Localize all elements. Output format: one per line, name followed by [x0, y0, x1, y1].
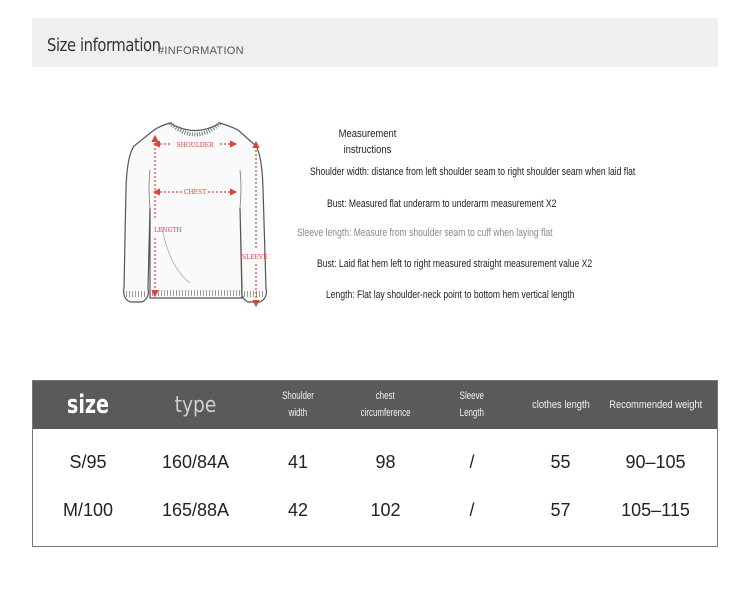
header-chest: chest circumference	[360, 390, 411, 419]
cell-shoulder: 41	[287, 451, 309, 472]
header-sleeve: Sleeve Length	[459, 390, 485, 419]
instruction-length: Length: Flat lay shoulder-neck point to bottom hem vertical length	[326, 289, 575, 301]
cell-weight: 105–115	[621, 499, 690, 520]
header-size: size	[66, 389, 110, 420]
instruction-sleeve: Sleeve length: Measure from shoulder seam to cuff when laying flat	[297, 227, 553, 239]
size-table	[32, 380, 718, 547]
sweater-diagram	[110, 108, 280, 318]
cell-length: 55	[550, 451, 571, 472]
table-row	[33, 486, 717, 534]
cell-chest: 102	[370, 499, 401, 520]
sleeve-label: SLEEVE	[242, 254, 268, 261]
sweater-outline	[124, 123, 267, 302]
section-title: Size information	[47, 35, 161, 56]
table-row	[33, 438, 717, 486]
cell-length: 57	[550, 499, 571, 520]
cell-size: M/100	[62, 499, 114, 520]
measurement-instructions-title	[327, 126, 409, 158]
cell-weight: 90–105	[625, 451, 686, 472]
table-header	[33, 381, 717, 429]
cell-type: 165/88A	[161, 499, 230, 520]
cell-sleeve: /	[469, 499, 475, 520]
cell-sleeve: /	[469, 451, 475, 472]
instruction-bust-1: Bust: Measured flat underarm to underarm measurement X2	[327, 198, 557, 210]
header-type: type	[174, 392, 217, 418]
cell-size: S/95	[69, 451, 107, 472]
instruction-bust-2: Bust: Laid flat hem left to right measured straight measurement value X2	[317, 258, 593, 270]
measurement-title-line2: instructions	[343, 144, 392, 156]
instruction-shoulder: Shoulder width: distance from left shoulder seam to right shoulder seam when laid flat	[310, 166, 636, 178]
section-subtitle: #INFORMATION	[158, 45, 244, 57]
measurement-title-line1: Measurement	[338, 128, 397, 140]
cell-chest: 98	[375, 451, 396, 472]
header-shoulder: Shoulder width	[282, 390, 314, 419]
header-recommended-weight: Recommended weight	[608, 398, 703, 411]
cell-shoulder: 42	[287, 499, 309, 520]
section-header	[32, 18, 718, 67]
header-clothes-length: clothes length	[531, 398, 590, 411]
length-label: LENGTH	[154, 227, 182, 234]
cell-type: 160/84A	[161, 451, 230, 472]
chest-label: CHEST	[183, 189, 207, 196]
shoulder-label: SHOULDER	[176, 142, 214, 149]
